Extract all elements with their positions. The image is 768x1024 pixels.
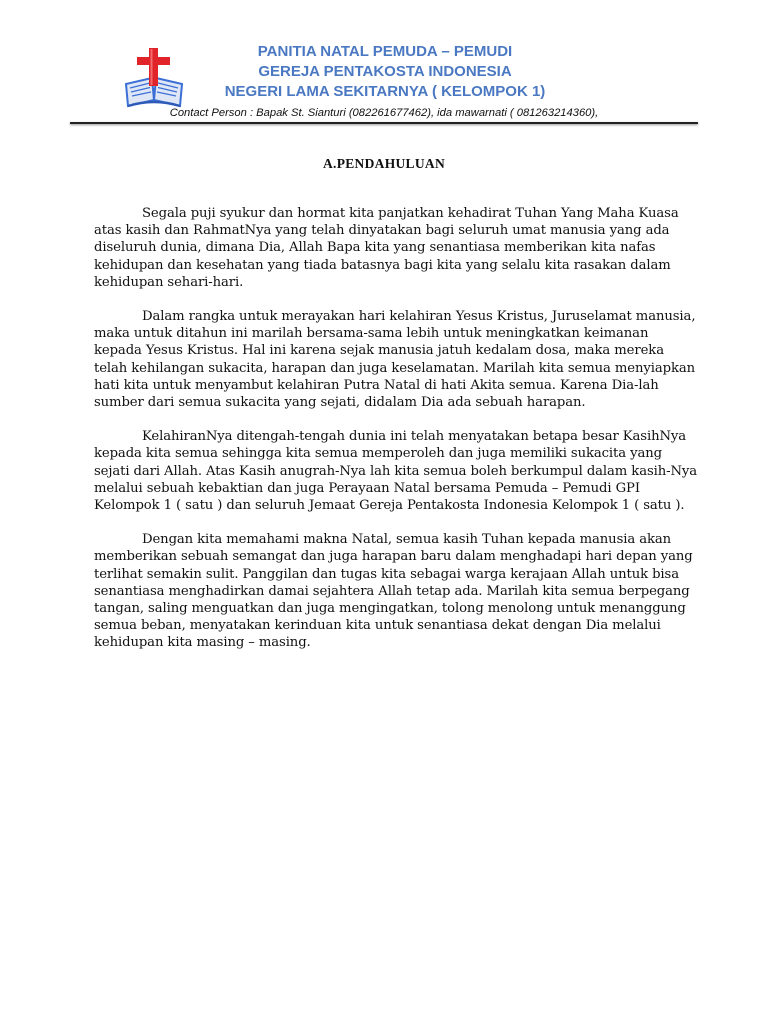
paragraph: KelahiranNya ditengah-tengah dunia ini telah menyatakan betapa besar KasihNya kepada kita semua sehingga kita semua memperoleh dan juga memiliki sukacita yang sejati dari Allah. Atas Kasih anugrah-Nya lah kita semua boleh berkumpul dalam kasih-Nya melalui sebuah kebaktian dan juga Perayaan Natal bersama Pemuda – Pemudi GPI Kelompok 1 ( satu ) dan seluruh Jemaat Gereja Pentakosta Indonesia Kelompok 1 ( satu ). <box>94 429 698 514</box>
section-title: A.PENDAHULUAN <box>322 156 446 171</box>
church-name: GEREJA PENTAKOSTA INDONESIA <box>258 63 512 80</box>
paragraph: Dengan kita memahami makna Natal, semua kasih Tuhan kepada manusia akan memberikan sebuah semangat dan juga harapan baru dalam menghadapi hari depan yang terlihat semakin sulit. Panggilan dan tugas kita sebagai warga kerajaan Allah untuk bisa senantiasa menghadirkan damai sejahtera Allah tetap ada. Marilah kita semua berpegang tangan, saling menguatkan dan juga mengingatkan, tolong menolong untuk menanggung semua beban, menyatakan kerinduan kita untuk senantiasa dekat dengan Dia melalui kehidupan kita masing – masing. <box>94 532 693 651</box>
committee-name: PANITIA NATAL PEMUDA – PEMUDI <box>257 43 513 60</box>
letterhead <box>140 42 630 102</box>
group-name: NEGERI LAMA SEKITARNYA ( KELOMPOK 1) <box>224 83 546 100</box>
paragraph: Segala puji syukur dan hormat kita panjatkan kehadirat Tuhan Yang Maha Kuasa atas kasih dan RahmatNya yang telah dinyatakan bagi seluruh umat manusia yang ada diseluruh dunia, dimana Dia, Allah Bapa kita yang senantiasa memberikan kita nafas kehidupan dan kesehatan yang tiada batasnya bagi kita yang selalu kita rasakan dalam kehidupan sehari-hari. <box>94 206 679 290</box>
document-body <box>94 205 698 669</box>
header-divider <box>70 122 698 124</box>
paragraph: Dalam rangka untuk merayakan hari kelahiran Yesus Kristus, Juruselamat manusia, maka untuk ditahun ini marilah bersama-sama lebih untuk meningkatkan keimanan kepada Yesus Kristus. Hal ini karena sejak manusia jatuh kedalam dosa, maka mereka telah kehilangan sukacita, harapan dan juga keselamatan. Marilah kita semua menyiapkan hati kita untuk menyambut kelahiran Putra Natal di hati Akita semua. Karena Dia-lah sumber dari semua sukacita yang sejati, didalam Dia ada sebuah harapan. <box>94 309 696 411</box>
contact-person: Contact Person : Bapak St. Sianturi (082261677462), ida mawarnati ( 081263214360), <box>169 107 599 119</box>
